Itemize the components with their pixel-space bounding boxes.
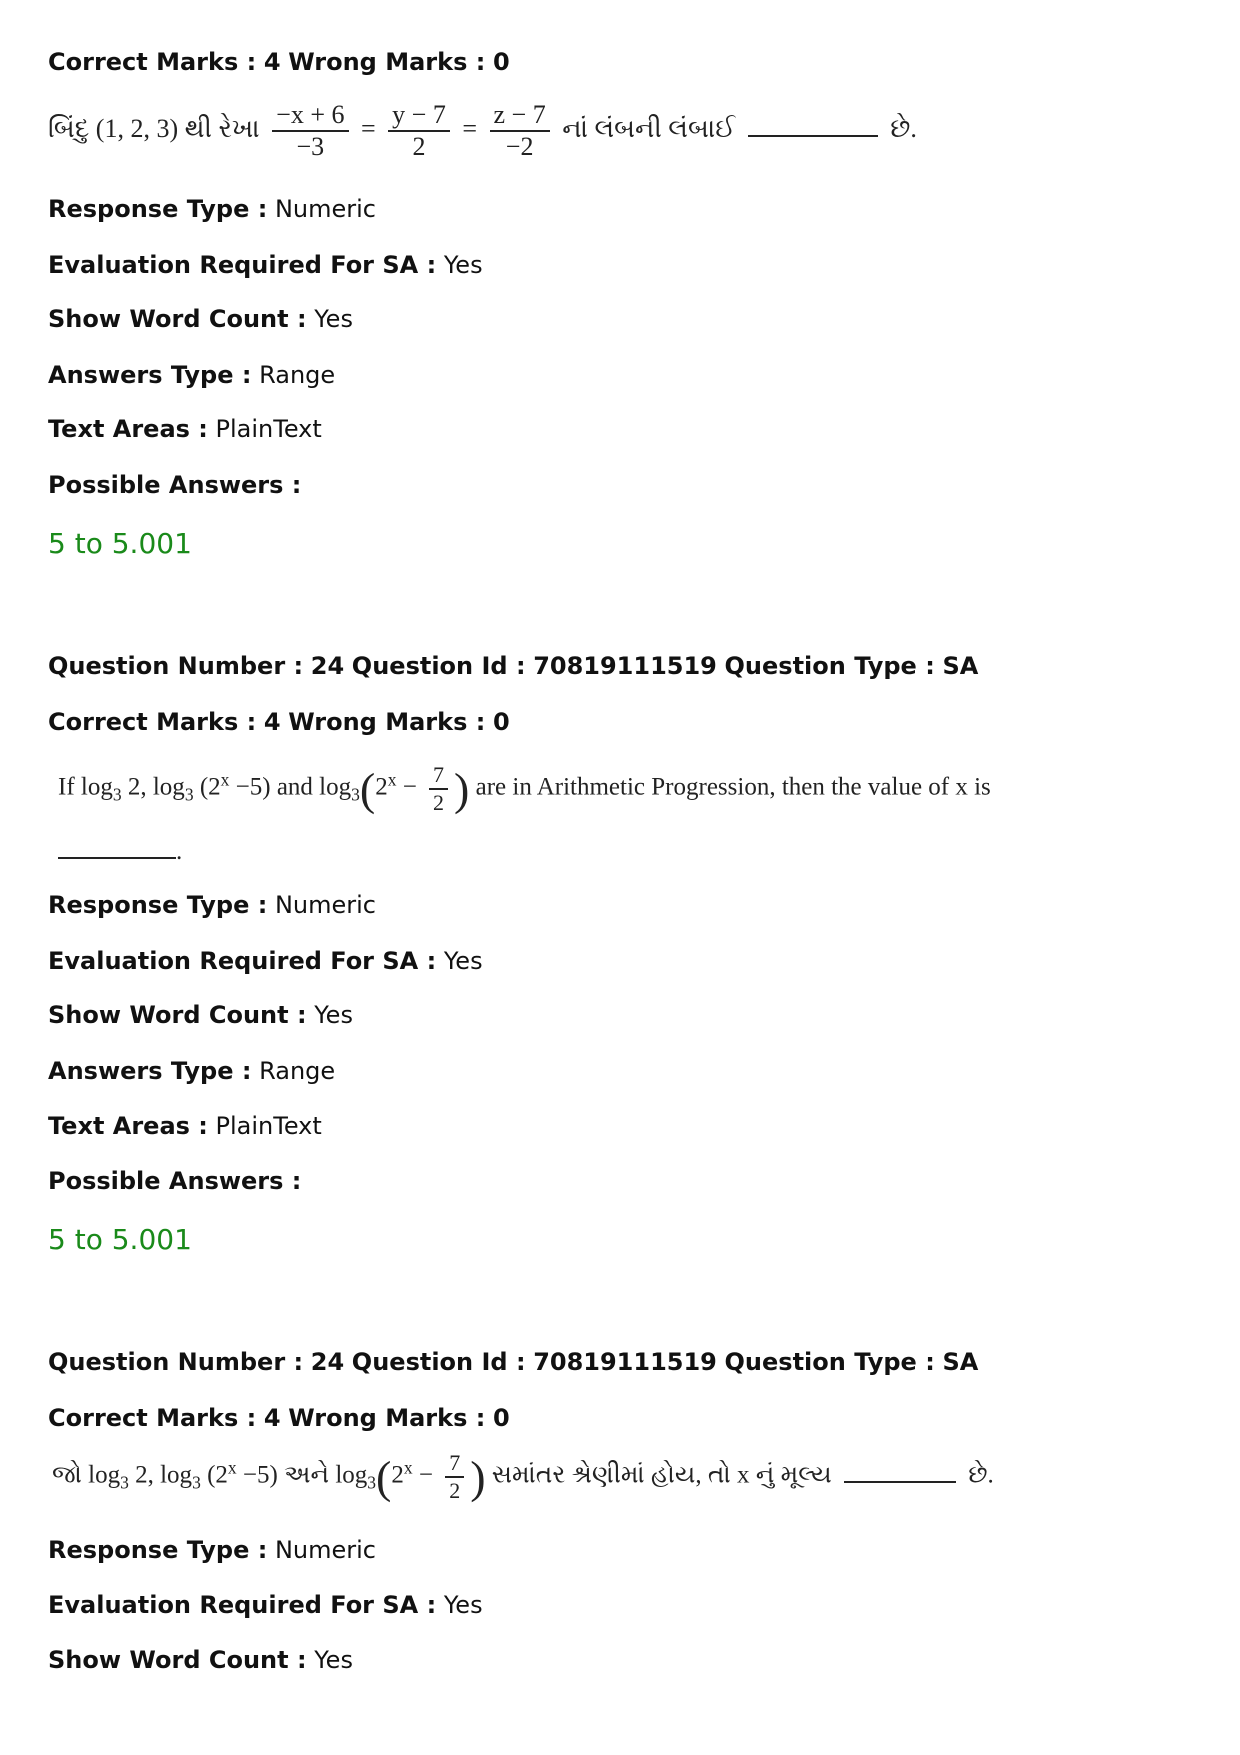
possible-answer: 5 to 5.001: [48, 1223, 192, 1256]
wrong-marks-label: Wrong Marks :: [288, 708, 486, 736]
correct-marks-label: Correct Marks :: [48, 48, 257, 76]
field-row: [48, 1534, 376, 1566]
fraction-denominator: 2: [449, 1478, 461, 1503]
question-type-label: Question Type :: [724, 1348, 935, 1376]
answer-blank: [58, 857, 176, 859]
field-value: Yes: [314, 1001, 353, 1029]
field-row: [48, 1644, 353, 1676]
question-text: [48, 100, 917, 162]
correct-marks-value: 4: [263, 48, 281, 76]
field-row: [48, 469, 301, 501]
field-value: Range: [259, 361, 336, 389]
fraction-2: [388, 100, 450, 162]
question-header: [48, 650, 978, 682]
question-id-label: Question Id :: [351, 652, 526, 680]
fraction-numerator: y − 7: [388, 100, 450, 132]
question-header: [48, 1346, 978, 1378]
wrong-marks-label: Wrong Marks :: [288, 48, 486, 76]
field-value: Yes: [314, 305, 353, 333]
wrong-marks-label: Wrong Marks :: [288, 1404, 486, 1432]
field-label: Answers Type :: [48, 1057, 252, 1085]
field-value: Yes: [443, 251, 483, 279]
field-label: Response Type :: [48, 195, 268, 223]
field-label: Evaluation Required For SA :: [48, 947, 437, 975]
question-type-value: SA: [942, 652, 979, 680]
field-row: [48, 413, 322, 445]
question-type-value: SA: [942, 1348, 979, 1376]
field-value: Yes: [443, 947, 483, 975]
field-value: PlainText: [215, 415, 322, 443]
fraction: [429, 762, 448, 816]
question-text: જો $\log_3 2$, $\log_3 (2^x -5)$ અને $\log_3(2^x$ − $\frac{7}{2}$ ) સમાંતર શ્રેણીમાં હોય, તો x નું મૂલ્ય છે.: [52, 1450, 994, 1503]
field-row: [48, 999, 353, 1031]
question-prefix: બિંદુ (1, 2, 3) થી રેખા: [48, 113, 260, 143]
field-label: Possible Answers :: [48, 471, 302, 499]
field-row: [48, 303, 353, 335]
question-number-label: Question Number :: [48, 1348, 304, 1376]
field-row: [48, 193, 376, 225]
field-label: Text Areas :: [48, 1112, 208, 1140]
question-id-value: 70819111519: [533, 1348, 717, 1376]
question-number-value: 24: [310, 1348, 345, 1376]
wrong-marks-value: 0: [492, 1404, 510, 1432]
field-row: [48, 359, 335, 391]
fraction: [445, 1450, 464, 1504]
correct-marks-value: 4: [263, 1404, 281, 1432]
question-number-value: 24: [310, 652, 345, 680]
answer-blank: [844, 1481, 956, 1483]
field-value: Range: [259, 1057, 336, 1085]
fraction-numerator: −x + 6: [272, 100, 348, 132]
field-label: Possible Answers :: [48, 1167, 302, 1195]
wrong-marks-value: 0: [492, 708, 510, 736]
field-label: Show Word Count :: [48, 1646, 307, 1674]
field-label: Show Word Count :: [48, 1001, 307, 1029]
fraction-denominator: 2: [412, 132, 426, 161]
marks-line: [48, 1402, 510, 1434]
fraction-denominator: −2: [505, 132, 534, 161]
fraction-numerator: 7: [429, 762, 448, 790]
field-value: Yes: [314, 1646, 353, 1674]
field-value: Numeric: [274, 891, 376, 919]
possible-answer: 5 to 5.001: [48, 527, 192, 560]
fraction-1: [272, 100, 348, 162]
correct-marks-label: Correct Marks :: [48, 708, 257, 736]
fraction-numerator: 7: [445, 1450, 464, 1478]
field-label: Evaluation Required For SA :: [48, 251, 437, 279]
field-label: Evaluation Required For SA :: [48, 1591, 437, 1619]
fraction-3: [490, 100, 550, 162]
question-id-value: 70819111519: [533, 652, 717, 680]
field-value: PlainText: [215, 1112, 322, 1140]
question-text: If $\log_3 2$, $\log_3 (2^x -5)$ and $\log_3(2^x$ − $\frac{7}{2}$ ) are in Arithmetic Progression, then the value of x is: [58, 762, 991, 815]
field-row: [48, 1110, 322, 1142]
left-paren: (: [359, 763, 376, 815]
fraction-denominator: −3: [296, 132, 325, 161]
field-label: Answers Type :: [48, 361, 252, 389]
right-paren: ): [454, 763, 470, 815]
field-row: [48, 1055, 335, 1087]
question-number-label: Question Number :: [48, 652, 304, 680]
field-label: Response Type :: [48, 1536, 268, 1564]
field-row: [48, 1589, 483, 1621]
right-paren: ): [470, 1451, 486, 1503]
wrong-marks-value: 0: [492, 48, 510, 76]
left-paren: (: [376, 1451, 392, 1503]
marks-line: [48, 706, 510, 738]
field-row: [48, 945, 483, 977]
answer-blank: [748, 135, 878, 137]
field-label: Show Word Count :: [48, 305, 307, 333]
question-id-label: Question Id :: [351, 1348, 526, 1376]
field-value: Numeric: [274, 195, 376, 223]
field-row: [48, 889, 376, 921]
correct-marks-label: Correct Marks :: [48, 1404, 257, 1432]
equals-sign: =: [361, 113, 376, 143]
fraction-denominator: 2: [433, 790, 445, 815]
field-row: [48, 1165, 301, 1197]
field-row: [48, 249, 483, 281]
field-label: Text Areas :: [48, 415, 208, 443]
field-label: Response Type :: [48, 891, 268, 919]
field-value: Numeric: [274, 1536, 376, 1564]
field-value: Yes: [443, 1591, 483, 1619]
question-type-label: Question Type :: [724, 652, 935, 680]
question-blank-line: .: [58, 838, 182, 866]
question-end: છે.: [890, 113, 917, 143]
question-suffix: નાં લંબની લંબાઈ: [562, 113, 736, 143]
equals-sign: =: [462, 113, 478, 143]
marks-line: [48, 46, 510, 78]
fraction-numerator: z − 7: [490, 100, 550, 132]
correct-marks-value: 4: [263, 708, 281, 736]
